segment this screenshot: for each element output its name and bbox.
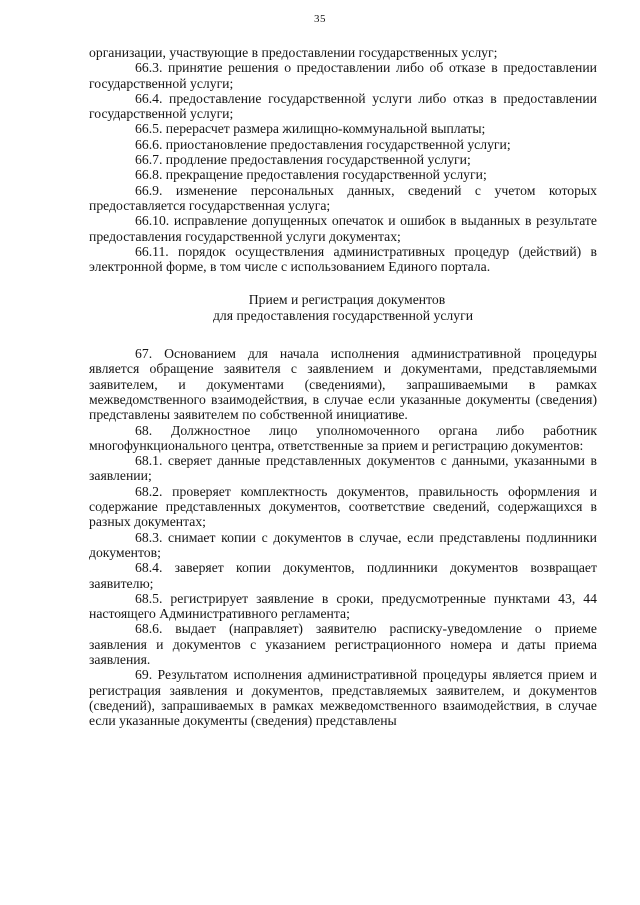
paragraph-66-5: 66.5. перерасчет размера жилищно-коммунальной выплаты; xyxy=(135,121,486,137)
paragraph-66-3: 66.3. принятие решения о предоставлении либо об отказе в предоставлении государственной услуги; xyxy=(89,60,597,91)
paragraph-68-4: 68.4. заверяет копии документов, подлинники документов возвращает заявителю; xyxy=(89,560,597,591)
paragraph-66-8: 66.8. прекращение предоставления государственной услуги; xyxy=(135,167,487,183)
paragraph-66-9: 66.9. изменение персональных данных, сведений с учетом которых предоставляется государственная услуга; xyxy=(89,182,597,213)
paragraph-67: 67. Основанием для начала исполнения административной процедуры является обращение заявителя с заявлением и документами, представляемыми заявителем, и документами (сведениями), запрашиваемыми в рамках межведомственного взаимодействия, в случае если указанные документы (сведения) представлены заявителем по собственной инициативе. xyxy=(89,346,597,423)
page-number: 35 xyxy=(314,13,326,25)
document-body xyxy=(89,45,597,728)
paragraph-68-2: 68.2. проверяет комплектность документов, правильность оформления и содержание представленных документов, соответствие сведений, содержащихся в разных документах; xyxy=(89,483,597,530)
section-heading-line-2: для предоставления государственной услуги xyxy=(212,307,474,323)
paragraph-68: 68. Должностное лицо уполномоченного органа либо работник многофункционального центра, ответственные за прием и регистрацию документов: xyxy=(89,422,597,453)
section-heading-line-1: Прием и регистрация документов xyxy=(248,292,446,308)
paragraph-69: 69. Результатом исполнения административной процедуры является прием и регистрация заявления и документов, представляемых заявителем, и документов (сведений), запрашиваемых в рамках межведомственного взаимодействия, в случае если указанные документы (сведения) представлены xyxy=(89,667,597,729)
paragraph-66-11: 66.11. порядок осуществления административных процедур (действий) в электронной форме, в том числе с использованием Единого портала. xyxy=(89,243,597,275)
paragraph-68-6: 68.6. выдает (направляет) заявителю расписку-уведомление о приеме заявления и документов с указанием регистрационного номера и даты приема заявления. xyxy=(89,621,597,667)
paragraph-66-4: 66.4. предоставление государственной услуги либо отказ в предоставлении государственной услуги; xyxy=(89,90,597,122)
paragraph-68-5: 68.5. регистрирует заявление в сроки, предусмотренные пунктами 43, 44 настоящего Административного регламента; xyxy=(89,590,597,622)
paragraph-66-10: 66.10. исправление допущенных опечаток и ошибок в выданных в результате предоставления государственной услуги документах; xyxy=(89,213,597,244)
paragraph-68-1: 68.1. сверяет данные представленных документов с данными, указанными в заявлении; xyxy=(89,453,597,484)
paragraph-66-6: 66.6. приостановление предоставления государственной услуги; xyxy=(135,136,511,152)
paragraph-66-7: 66.7. продление предоставления государственной услуги; xyxy=(135,152,471,168)
paragraph-continuation: организации, участвующие в предоставлении государственных услуг; xyxy=(89,45,498,60)
section-heading xyxy=(89,292,597,323)
paragraph-68-3: 68.3. снимает копии с документов в случае, если представлены подлинники документов; xyxy=(89,529,597,560)
